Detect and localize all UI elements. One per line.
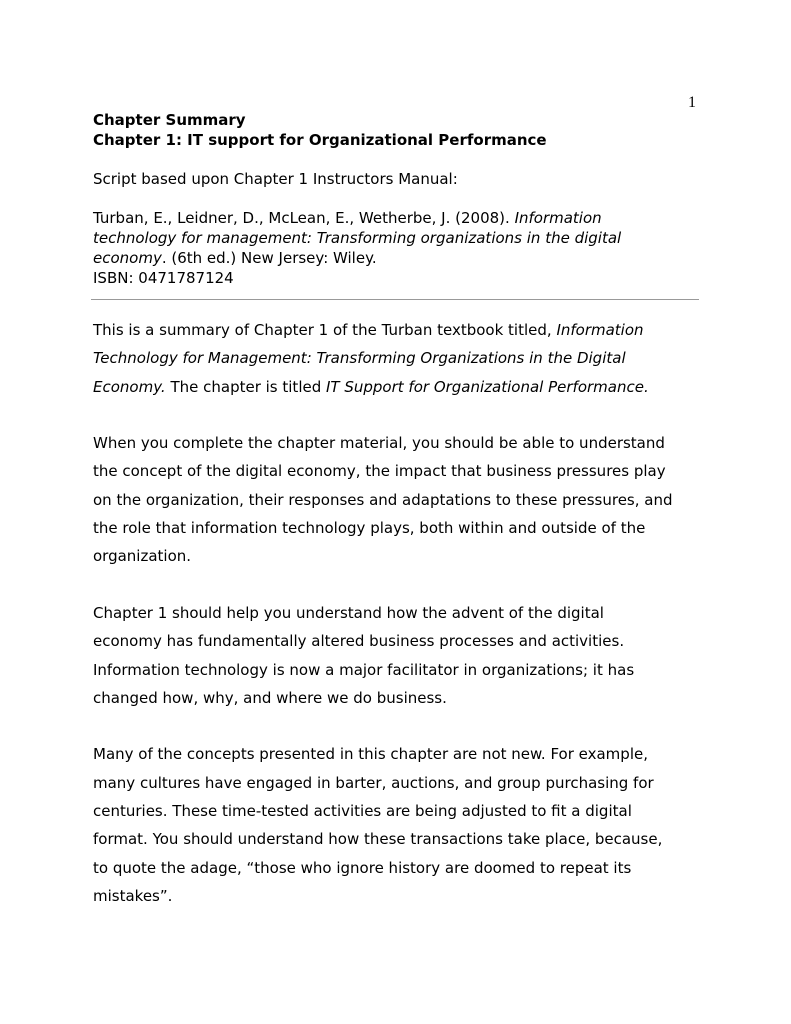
paragraph-line: format. You should understand how these transactions take place, because, (93, 830, 663, 849)
script-source-line: Script based upon Chapter 1 Instructors Manual: (93, 170, 458, 188)
document-body (93, 316, 705, 939)
paragraph-line: changed how, why, and where we do business. (93, 688, 447, 707)
horizontal-divider (91, 299, 699, 300)
paragraph-line: Information technology is now a major facilitator in organizations; it has (93, 660, 635, 679)
heading-chapter-title: Chapter 1: IT support for Organizational Performance (93, 131, 547, 149)
paragraph-3 (93, 599, 705, 712)
paragraph-line: Many of the concepts presented in this chapter are not new. For example, (93, 745, 648, 764)
p1-book-title-part-3: Economy. (93, 377, 166, 396)
citation-line-1 (93, 208, 703, 228)
p1-intro-text: This is a summary of Chapter 1 of the Turban textbook titled, (93, 321, 557, 339)
paragraph-line: to quote the adage, “those who ignore history are doomed to repeat its (93, 858, 632, 877)
paragraph-line: When you complete the chapter material, you should be able to understand (93, 434, 665, 453)
paragraph-2 (93, 429, 705, 570)
citation-title-part-3: economy (93, 249, 162, 267)
paragraph-1-line (93, 373, 705, 401)
citation-title-part-1: Information (514, 209, 602, 227)
citation-publisher: . (6th ed.) New Jersey: Wiley. (161, 249, 377, 267)
citation (93, 208, 703, 288)
paragraph-1-line (93, 316, 705, 344)
citation-title-part-2: technology for management: Transforming organizations in the digital (93, 229, 622, 247)
paragraph-line: the role that information technology plays, both within and outside of the (93, 519, 646, 538)
p1-chapter-intro: The chapter is titled (165, 377, 326, 396)
page-number: 1 (688, 94, 696, 111)
paragraph-line: on the organization, their responses and adaptations to these pressures, and (93, 490, 673, 509)
p1-book-title-part-2: Technology for Management: Transforming Organizations in the Digital (93, 349, 626, 368)
paragraph-4 (93, 740, 705, 910)
paragraph-line: centuries. These time-tested activities are being adjusted to fit a digital (93, 802, 632, 821)
document-header (93, 110, 703, 288)
p1-book-title-part-1: Information (556, 321, 644, 339)
paragraph-line: mistakes”. (93, 886, 173, 905)
paragraph-1-line (93, 344, 705, 372)
citation-line-3 (93, 248, 703, 268)
citation-authors: Turban, E., Leidner, D., McLean, E., Wetherbe, J. (2008). (93, 209, 515, 227)
p1-chapter-title: IT Support for Organizational Performance. (326, 377, 649, 396)
paragraph-line: organization. (93, 547, 192, 566)
paragraph-line: economy has fundamentally altered business processes and activities. (93, 632, 625, 651)
paragraph-line: Chapter 1 should help you understand how the advent of the digital (93, 603, 604, 622)
paragraph-line: many cultures have engaged in barter, auctions, and group purchasing for (93, 773, 654, 792)
heading-chapter-summary: Chapter Summary (93, 111, 246, 129)
paragraph-line: the concept of the digital economy, the impact that business pressures play (93, 462, 666, 481)
citation-line-2 (93, 228, 703, 248)
citation-isbn: ISBN: 0471787124 (93, 269, 234, 287)
paragraph-1 (93, 316, 705, 401)
